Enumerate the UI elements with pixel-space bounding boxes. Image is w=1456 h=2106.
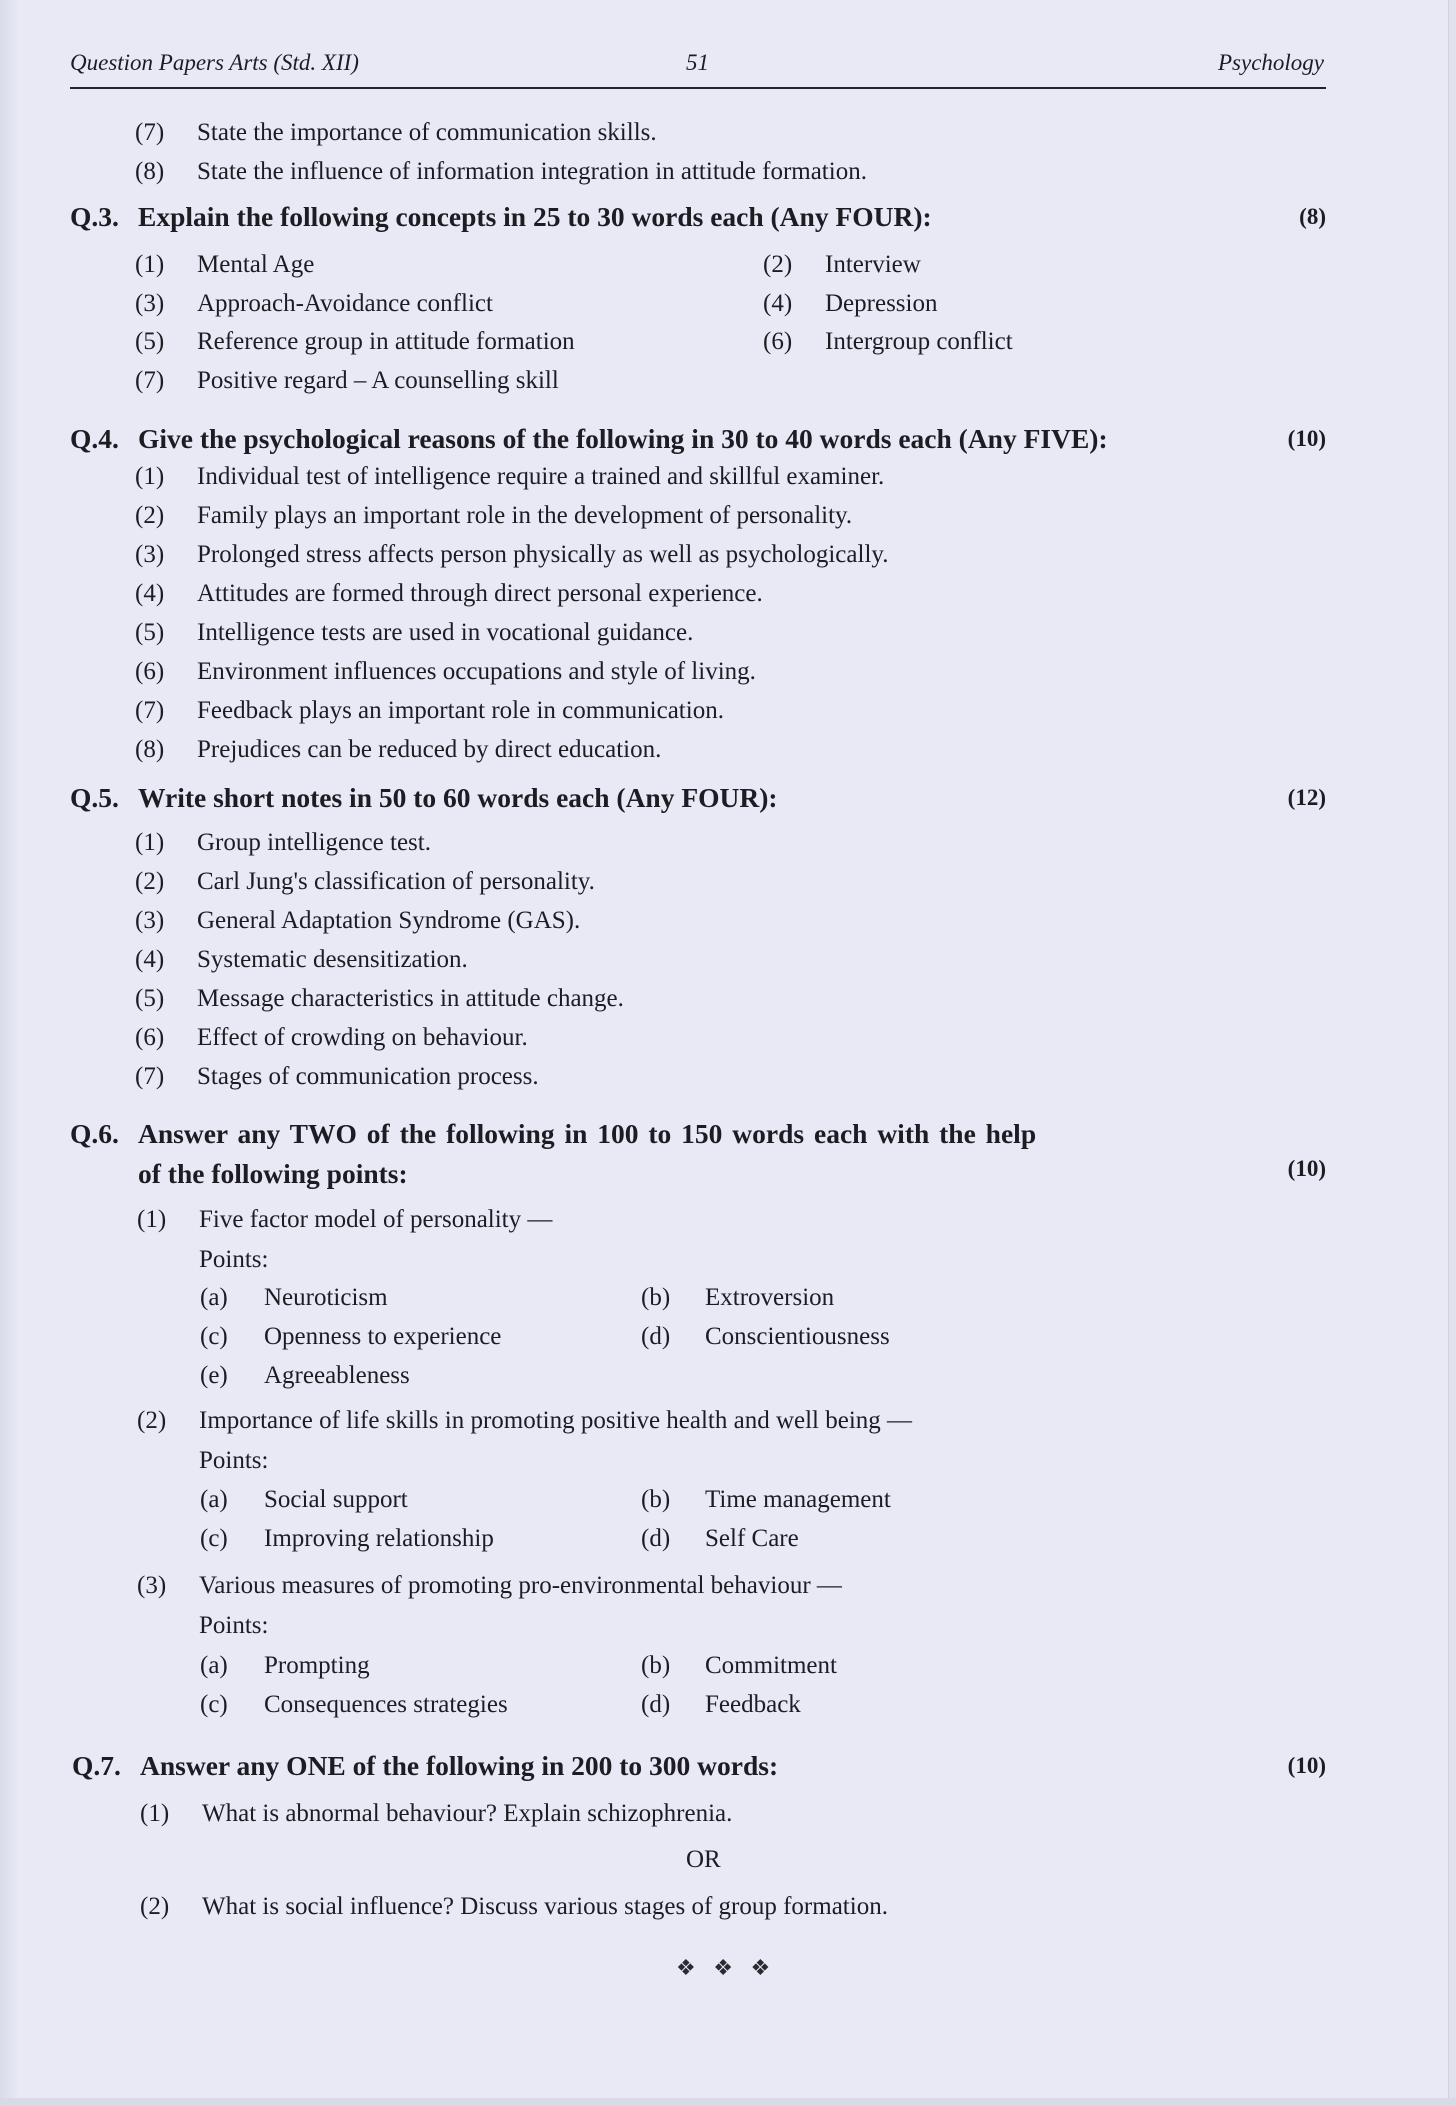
- q3-item-6: [763, 327, 1013, 357]
- item-number: (7): [135, 1063, 165, 1090]
- item-number: (3): [135, 290, 165, 317]
- item-text: State the influence of information integration in attitude formation.: [197, 158, 867, 185]
- item-number: (2): [140, 1893, 170, 1920]
- q7-heading: [72, 1749, 778, 1783]
- item-text: Carl Jung's classification of personality.: [197, 868, 595, 895]
- item-text: Depression: [825, 290, 938, 317]
- point-text: Commitment: [705, 1652, 837, 1679]
- q6-item-1-point-a: [200, 1283, 388, 1313]
- question-heading-text: Write short notes in 50 to 60 words each (Any FOUR):: [138, 782, 778, 813]
- q3-marks: (8): [1299, 204, 1326, 229]
- q5-marks: (12): [1287, 785, 1326, 810]
- item-number: (1): [135, 251, 165, 278]
- item-number: (1): [137, 1206, 167, 1233]
- question-number: Q.5.: [70, 782, 119, 813]
- point-letter: (a): [200, 1284, 228, 1311]
- item-text: Intelligence tests are used in vocational guidance.: [197, 619, 694, 646]
- q3-item-4: [763, 289, 937, 319]
- question-number: Q.4.: [70, 423, 119, 454]
- item-number: (5): [135, 619, 165, 646]
- q4-item-4: [135, 579, 763, 609]
- item-text: Prejudices can be reduced by direct education.: [197, 736, 662, 763]
- item-text: Attitudes are formed through direct personal experience.: [197, 580, 763, 607]
- q6-item-1-point-d: [641, 1322, 890, 1352]
- item-text: Family plays an important role in the development of personality.: [197, 502, 853, 529]
- item-number: (3): [137, 1572, 167, 1599]
- item-number: (1): [135, 463, 165, 490]
- point-letter: (b): [641, 1652, 671, 1679]
- item-text: Environment influences occupations and style of living.: [197, 658, 756, 685]
- item-text: Systematic desensitization.: [197, 946, 468, 973]
- item-text: Various measures of promoting pro-environmental behaviour —: [199, 1572, 842, 1599]
- question-heading-text: Answer any ONE of the following in 200 to 300 words:: [140, 1750, 779, 1781]
- q5-item-4: [135, 945, 468, 975]
- item-number: (1): [135, 829, 165, 856]
- q4-item-8: [135, 735, 661, 765]
- q2-item-7: [135, 118, 657, 148]
- question-heading-text: Answer any TWO of the following in 100 to 150 words each with the help: [138, 1118, 1037, 1149]
- running-header-title: Question Papers Arts (Std. XII): [70, 50, 359, 75]
- item-text: Group intelligence test.: [197, 829, 431, 856]
- q6-item-3-point-c: [200, 1690, 508, 1720]
- q6-item-3-points-label: Points:: [199, 1612, 269, 1639]
- q5-item-6: [135, 1023, 528, 1053]
- q6-item-2-point-d: [641, 1524, 799, 1554]
- q6-item-2-point-b: [641, 1485, 891, 1515]
- q5-item-2: [135, 867, 595, 897]
- item-number: (2): [763, 251, 793, 278]
- point-text: Openness to experience: [264, 1323, 502, 1350]
- item-text: Feedback plays an important role in communication.: [197, 697, 724, 724]
- item-number: (4): [763, 290, 793, 317]
- item-text: Importance of life skills in promoting positive health and well being —: [199, 1407, 913, 1434]
- item-text: Intergroup conflict: [825, 328, 1013, 355]
- q6-item-2-point-a: [200, 1485, 408, 1515]
- q6-item-3-point-d: [641, 1690, 801, 1720]
- question-heading-text: Explain the following concepts in 25 to 30 words each (Any FOUR):: [138, 201, 932, 232]
- item-text: What is social influence? Discuss various stages of group formation.: [202, 1893, 888, 1920]
- item-number: (3): [135, 541, 165, 568]
- point-text: Extroversion: [705, 1284, 835, 1311]
- page-number: 51: [686, 50, 709, 75]
- point-letter: (a): [200, 1652, 228, 1679]
- point-text: Prompting: [264, 1652, 370, 1679]
- running-header-subject: Psychology: [1217, 50, 1324, 75]
- point-letter: (e): [200, 1362, 228, 1389]
- q4-marks: (10): [1287, 426, 1326, 451]
- point-letter: (d): [641, 1323, 671, 1350]
- q7-marks: (10): [1287, 1753, 1326, 1778]
- point-text: Consequences strategies: [264, 1691, 508, 1718]
- question-heading-text: Give the psychological reasons of the following in 30 to 40 words each (Any FIVE):: [138, 423, 1108, 454]
- point-letter: (c): [200, 1691, 228, 1718]
- or-separator: OR: [686, 1846, 721, 1873]
- question-number: Q.7.: [72, 1750, 121, 1781]
- q4-item-1: [135, 462, 884, 492]
- q3-item-5: [135, 327, 575, 357]
- item-text: General Adaptation Syndrome (GAS).: [197, 907, 581, 934]
- item-number: (8): [135, 736, 165, 763]
- q5-item-5: [135, 984, 624, 1014]
- q6-item-1-point-c: [200, 1322, 501, 1352]
- q6-item-1-point-e: [200, 1361, 410, 1391]
- question-number: Q.6.: [70, 1118, 119, 1149]
- q6-heading-line2: of the following points:: [138, 1158, 408, 1189]
- point-text: Social support: [264, 1486, 408, 1513]
- point-letter: (a): [200, 1486, 228, 1513]
- q3-item-1: [135, 250, 314, 280]
- point-text: Neuroticism: [264, 1284, 388, 1311]
- item-number: (4): [135, 580, 165, 607]
- q5-item-7: [135, 1062, 539, 1092]
- q6-item-1-points-label: Points:: [199, 1246, 269, 1273]
- item-text: Mental Age: [197, 251, 315, 278]
- point-text: Self Care: [705, 1525, 799, 1552]
- item-number: (6): [135, 1024, 165, 1051]
- item-text: Message characteristics in attitude change.: [197, 985, 624, 1012]
- item-number: (6): [763, 328, 793, 355]
- item-number: (5): [135, 328, 165, 355]
- point-letter: (b): [641, 1486, 671, 1513]
- item-text: Effect of crowding on behaviour.: [197, 1024, 528, 1051]
- q5-item-3: [135, 906, 580, 936]
- q3-heading: [70, 200, 932, 234]
- q6-item-1: [137, 1205, 552, 1235]
- item-text: What is abnormal behaviour? Explain schizophrenia.: [202, 1800, 733, 1827]
- point-letter: (c): [200, 1525, 228, 1552]
- q7-item-1: [140, 1799, 732, 1829]
- item-text: State the importance of communication skills.: [197, 119, 657, 146]
- q4-heading: [70, 422, 1108, 456]
- point-letter: (c): [200, 1323, 228, 1350]
- q3-item-7: [135, 366, 559, 396]
- end-ornament-icon: ❖ ❖ ❖: [676, 1955, 777, 1980]
- item-number: (5): [135, 985, 165, 1012]
- page-edge-right: [1448, 0, 1456, 2106]
- q6-item-2-point-c: [200, 1524, 494, 1554]
- q3-item-3: [135, 289, 493, 319]
- q6-heading-line1: [70, 1117, 1036, 1151]
- page-edge-bottom: [0, 2098, 1456, 2106]
- q4-item-5: [135, 618, 693, 648]
- q5-item-1: [135, 828, 431, 858]
- q6-item-3-point-b: [641, 1651, 837, 1681]
- q2-item-8: [135, 157, 867, 187]
- question-number: Q.3.: [70, 201, 119, 232]
- point-letter: (b): [641, 1284, 671, 1311]
- point-text: Improving relationship: [264, 1525, 494, 1552]
- item-text: Stages of communication process.: [197, 1063, 539, 1090]
- item-text: Interview: [825, 251, 921, 278]
- item-number: (2): [135, 868, 165, 895]
- item-number: (4): [135, 946, 165, 973]
- item-number: (6): [135, 658, 165, 685]
- item-number: (3): [135, 907, 165, 934]
- q4-item-7: [135, 696, 724, 726]
- item-text: Positive regard – A counselling skill: [197, 367, 559, 394]
- point-text: Feedback: [705, 1691, 801, 1718]
- item-number: (7): [135, 697, 165, 724]
- item-text: Reference group in attitude formation: [197, 328, 575, 355]
- item-number: (2): [137, 1407, 167, 1434]
- item-number: (7): [135, 367, 165, 394]
- q6-marks: (10): [1287, 1156, 1326, 1181]
- q4-item-3: [135, 540, 889, 570]
- point-letter: (d): [641, 1525, 671, 1552]
- q5-heading: [70, 781, 778, 815]
- item-text: Prolonged stress affects person physically as well as psychologically.: [197, 541, 889, 568]
- item-text: Five factor model of personality —: [199, 1206, 553, 1233]
- q6-item-3-point-a: [200, 1651, 370, 1681]
- header-rule: [70, 87, 1326, 89]
- point-text: Time management: [705, 1486, 891, 1513]
- item-text: Approach-Avoidance conflict: [197, 290, 493, 317]
- point-letter: (d): [641, 1691, 671, 1718]
- item-number: (7): [135, 119, 165, 146]
- q3-item-2: [763, 250, 921, 280]
- q6-item-3: [137, 1571, 842, 1601]
- q6-item-2-points-label: Points:: [199, 1447, 269, 1474]
- item-number: (1): [140, 1800, 170, 1827]
- item-text: Individual test of intelligence require a trained and skillful examiner.: [197, 463, 885, 490]
- q4-item-6: [135, 657, 756, 687]
- item-number: (2): [135, 502, 165, 529]
- q6-item-2: [137, 1406, 912, 1436]
- point-text: Conscientiousness: [705, 1323, 890, 1350]
- item-number: (8): [135, 158, 165, 185]
- page-edge-left: [0, 0, 18, 2106]
- q7-item-2: [140, 1892, 888, 1922]
- q6-item-1-point-b: [641, 1283, 834, 1313]
- point-text: Agreeableness: [264, 1362, 410, 1389]
- q4-item-2: [135, 501, 852, 531]
